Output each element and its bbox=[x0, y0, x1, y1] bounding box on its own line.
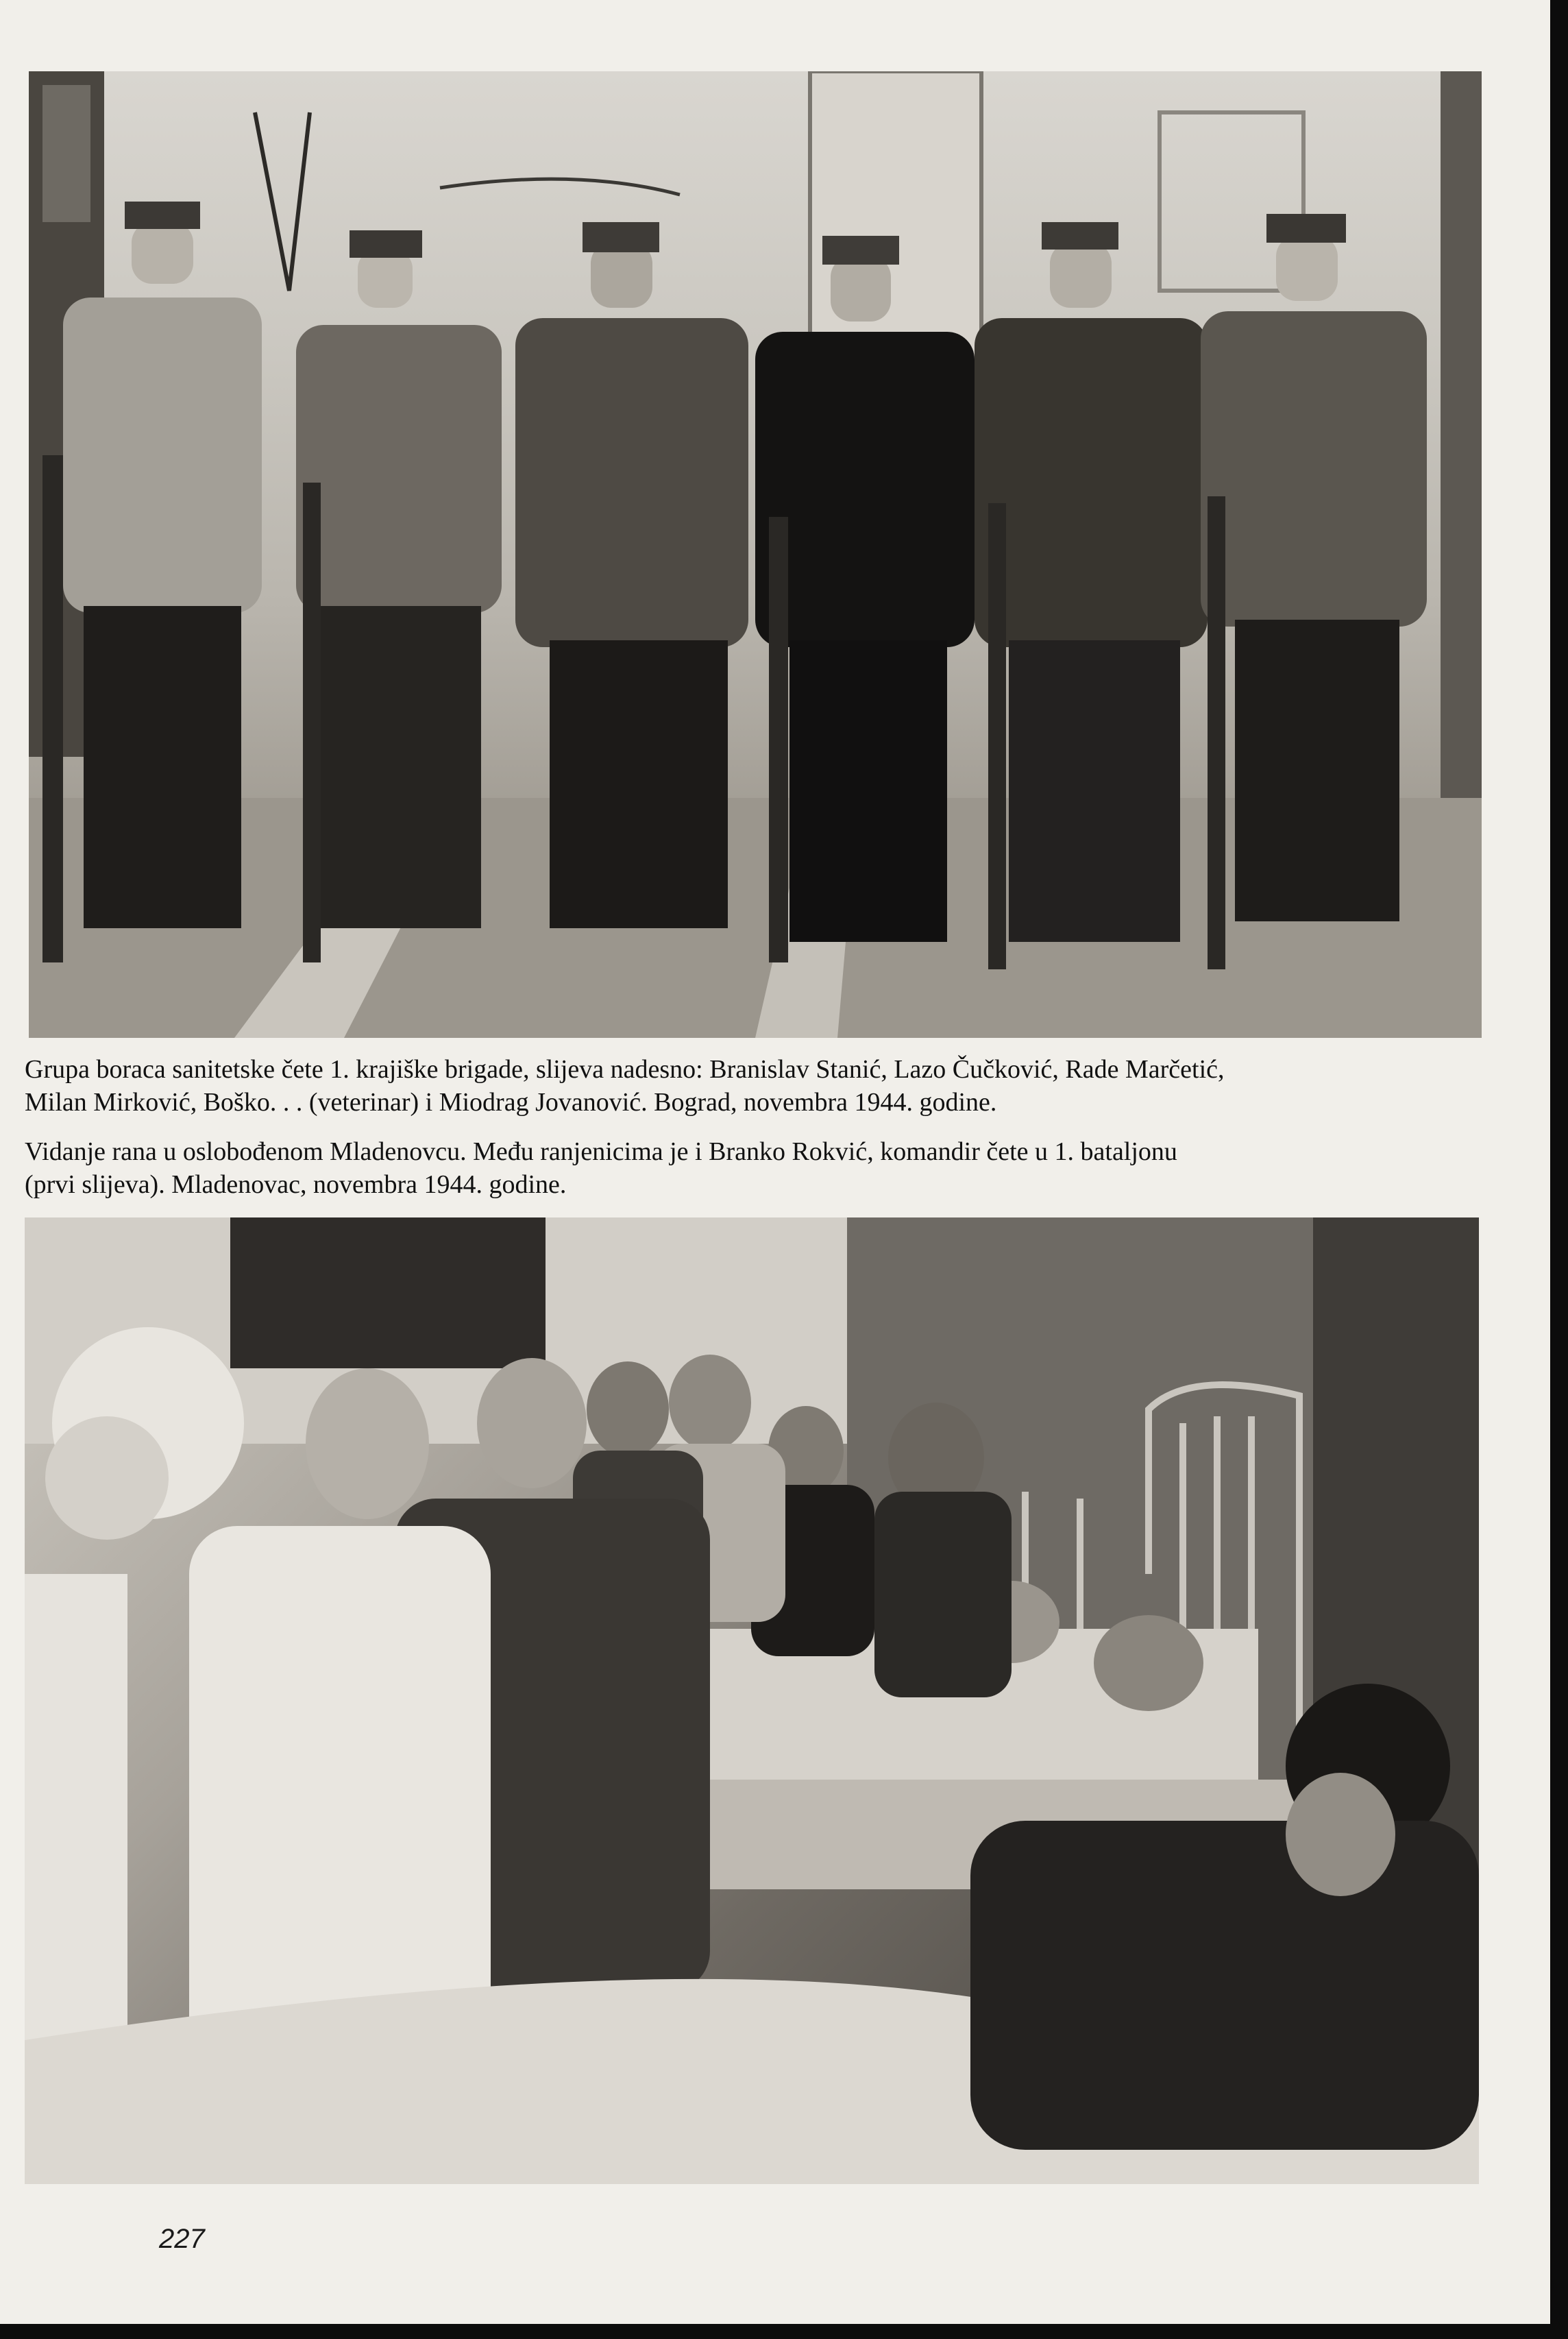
photo-wounded-room bbox=[25, 1217, 1479, 2184]
caption-soldiers-line-2: Milan Mirković, Boško. . . (veterinar) i Miodrag Jovanović. Bograd, novembra 1944. godine. bbox=[25, 1088, 997, 1117]
page-number: 227 bbox=[159, 2224, 205, 2254]
caption-soldiers bbox=[25, 1053, 1491, 1119]
caption-soldiers-line-1: Grupa boraca sanitetske čete 1. krajiške brigade, slijeva nadesno: Branislav Stanić, Lazo Čučković, Rade Marčetić, bbox=[25, 1055, 1225, 1084]
caption-wounded bbox=[25, 1135, 1491, 1201]
photo-soldiers-group bbox=[29, 71, 1482, 1038]
caption-wounded-line-2: (prvi slijeva). Mladenovac, novembra 1944. godine. bbox=[25, 1170, 567, 1199]
photo-wounded-drawing bbox=[25, 1217, 1479, 2184]
caption-wounded-line-1: Vidanje rana u oslobođenom Mladenovcu. Među ranjenicima je i Branko Rokvić, komandir čete u 1. bataljonu bbox=[25, 1137, 1177, 1166]
photo-soldiers-drawing bbox=[29, 71, 1482, 1038]
